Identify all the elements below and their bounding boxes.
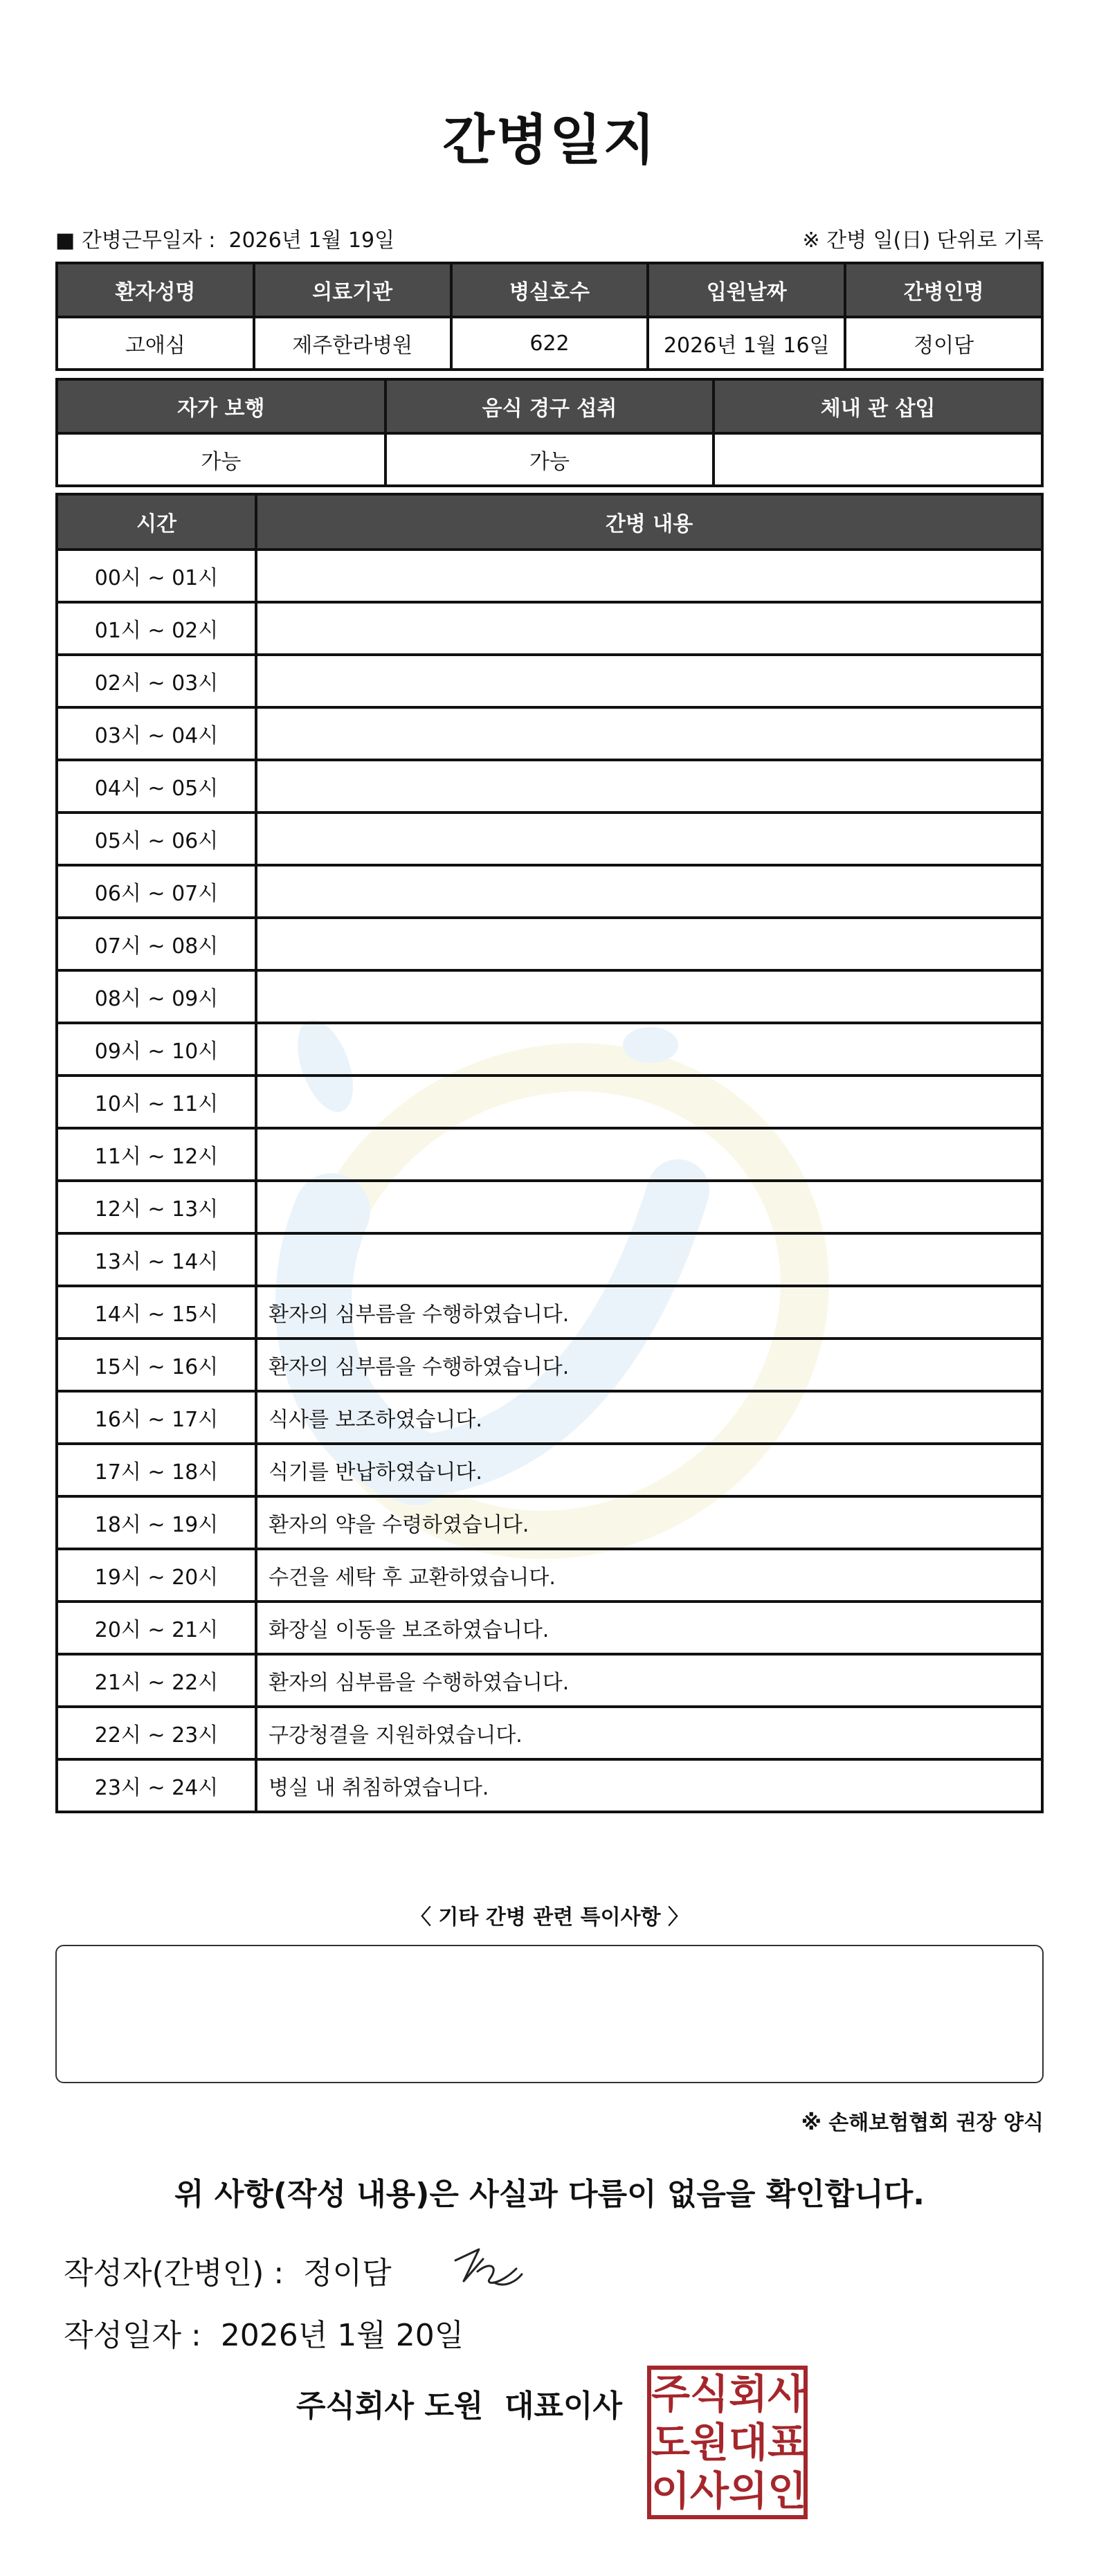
seal-char: 사 <box>768 2370 807 2418</box>
log-content <box>256 602 1042 655</box>
patient-info-table <box>55 262 1044 371</box>
log-content: 환자의 약을 수령하였습니다. <box>256 1496 1042 1549</box>
table-header-row <box>57 379 1042 433</box>
writer-name: 정이담 <box>303 2256 392 2291</box>
tube-status <box>714 433 1042 486</box>
table-row <box>57 1444 1042 1496</box>
log-content: 환자의 심부름을 수행하였습니다. <box>256 1286 1042 1339</box>
table-row <box>57 655 1042 707</box>
seal-char: 식 <box>690 2370 729 2418</box>
table-row <box>57 1233 1042 1286</box>
seal-char: 회 <box>729 2370 768 2418</box>
log-time: 21시 ~ 22시 <box>57 1654 256 1707</box>
log-content <box>256 1181 1042 1233</box>
log-time: 07시 ~ 08시 <box>57 918 256 970</box>
company-seal <box>647 2366 808 2519</box>
admit-date: 2026년 1월 16일 <box>648 317 845 370</box>
notes-box <box>55 1945 1044 2083</box>
log-content <box>256 707 1042 760</box>
log-time: 02시 ~ 03시 <box>57 655 256 707</box>
care-log-table <box>55 493 1044 1813</box>
patient-name: 고애심 <box>57 317 254 370</box>
log-time: 12시 ~ 13시 <box>57 1181 256 1233</box>
table-row <box>57 760 1042 813</box>
table-header-row <box>57 263 1042 317</box>
room-number: 622 <box>451 317 648 370</box>
seal-char: 이 <box>651 2467 691 2514</box>
table-row <box>57 1602 1042 1654</box>
work-date-label: ■ 간병근무일자 : <box>55 228 216 253</box>
seal-char: 원 <box>690 2419 729 2466</box>
table-row <box>57 1076 1042 1128</box>
header-admit-date: 입원날짜 <box>648 263 845 317</box>
log-content <box>256 760 1042 813</box>
header-room: 병실호수 <box>451 263 648 317</box>
log-content: 식사를 보조하였습니다. <box>256 1391 1042 1444</box>
log-time: 08시 ~ 09시 <box>57 970 256 1023</box>
log-time: 22시 ~ 23시 <box>57 1707 256 1759</box>
table-row <box>57 1654 1042 1707</box>
log-content: 화장실 이동을 보조하였습니다. <box>256 1602 1042 1654</box>
log-time: 05시 ~ 06시 <box>57 813 256 865</box>
header-hospital: 의료기관 <box>254 263 451 317</box>
page-title: 간병일지 <box>442 109 657 172</box>
writer-line <box>64 2248 392 2292</box>
form-note: ※ 손해보험협회 권장 양식 <box>801 2111 1044 2135</box>
header-walking: 자가 보행 <box>57 379 385 433</box>
log-time: 20시 ~ 21시 <box>57 1602 256 1654</box>
log-time: 15시 ~ 16시 <box>57 1339 256 1391</box>
log-time: 03시 ~ 04시 <box>57 707 256 760</box>
log-time: 01시 ~ 02시 <box>57 602 256 655</box>
log-time: 04시 ~ 05시 <box>57 760 256 813</box>
log-content <box>256 1076 1042 1128</box>
seal-char: 인 <box>768 2467 807 2514</box>
log-time: 10시 ~ 11시 <box>57 1076 256 1128</box>
log-content: 병실 내 취침하였습니다. <box>256 1759 1042 1812</box>
log-content: 환자의 심부름을 수행하였습니다. <box>256 1339 1042 1391</box>
work-date <box>55 223 394 253</box>
header-oral-intake: 음식 경구 섭취 <box>385 379 714 433</box>
table-row <box>57 1128 1042 1181</box>
company-name: 주식회사 도원 대표이사 <box>296 2388 622 2424</box>
log-time: 14시 ~ 15시 <box>57 1286 256 1339</box>
work-date-value: 2026년 1월 19일 <box>228 228 395 253</box>
log-time: 09시 ~ 10시 <box>57 1023 256 1076</box>
table-row <box>57 1339 1042 1391</box>
oral-intake-status: 가능 <box>385 433 714 486</box>
table-row <box>57 317 1042 370</box>
seal-char: 대 <box>729 2419 768 2466</box>
log-time: 17시 ~ 18시 <box>57 1444 256 1496</box>
log-content: 환자의 심부름을 수행하였습니다. <box>256 1654 1042 1707</box>
table-row <box>57 1759 1042 1812</box>
table-row <box>57 1286 1042 1339</box>
table-row <box>57 918 1042 970</box>
log-time: 19시 ~ 20시 <box>57 1549 256 1602</box>
log-content <box>256 865 1042 918</box>
seal-char: 표 <box>768 2419 807 2466</box>
written-date-value: 2026년 1월 20일 <box>220 2318 464 2353</box>
table-header-row <box>57 494 1042 550</box>
log-content <box>256 1023 1042 1076</box>
header-patient-name: 환자성명 <box>57 263 254 317</box>
log-content <box>256 918 1042 970</box>
notes-title: 〈 기타 간병 관련 특이사항 〉 <box>410 1905 689 1930</box>
seal-char: 주 <box>651 2370 691 2418</box>
table-row <box>57 1391 1042 1444</box>
table-row <box>57 550 1042 602</box>
table-row <box>57 1496 1042 1549</box>
table-row <box>57 602 1042 655</box>
written-date-label: 작성일자 : <box>64 2318 201 2353</box>
header-tube: 체내 관 삽입 <box>714 379 1042 433</box>
log-time: 13시 ~ 14시 <box>57 1233 256 1286</box>
log-content: 식기를 반납하였습니다. <box>256 1444 1042 1496</box>
unit-note: ※ 간병 일(日) 단위로 기록 <box>802 228 1044 253</box>
log-content <box>256 550 1042 602</box>
table-row <box>57 433 1042 486</box>
log-time: 16시 ~ 17시 <box>57 1391 256 1444</box>
written-date <box>64 2310 464 2355</box>
confirmation-statement: 위 사항(작성 내용)은 사실과 다름이 없음을 확인합니다. <box>174 2177 925 2212</box>
seal-char: 의 <box>729 2467 768 2514</box>
header-time: 시간 <box>57 494 256 550</box>
table-row <box>57 1707 1042 1759</box>
seal-char: 도 <box>651 2419 691 2466</box>
log-content <box>256 1233 1042 1286</box>
log-content <box>256 813 1042 865</box>
hospital: 제주한라병원 <box>254 317 451 370</box>
log-time: 11시 ~ 12시 <box>57 1128 256 1181</box>
log-time: 23시 ~ 24시 <box>57 1759 256 1812</box>
log-time: 18시 ~ 19시 <box>57 1496 256 1549</box>
caregiver-name: 정이담 <box>845 317 1042 370</box>
log-content: 구강청결을 지원하였습니다. <box>256 1707 1042 1759</box>
log-time: 00시 ~ 01시 <box>57 550 256 602</box>
table-row <box>57 1549 1042 1602</box>
writer-label: 작성자(간병인) : <box>64 2256 284 2291</box>
table-row <box>57 865 1042 918</box>
table-row <box>57 813 1042 865</box>
table-row <box>57 1023 1042 1076</box>
log-content <box>256 1128 1042 1181</box>
header-caregiver: 간병인명 <box>845 263 1042 317</box>
log-content <box>256 655 1042 707</box>
table-row <box>57 970 1042 1023</box>
seal-char: 사 <box>690 2467 729 2514</box>
header-care-content: 간병 내용 <box>256 494 1042 550</box>
signature <box>450 2240 526 2295</box>
table-row <box>57 1181 1042 1233</box>
log-content: 수건을 세탁 후 교환하였습니다. <box>256 1549 1042 1602</box>
log-content <box>256 970 1042 1023</box>
patient-status-table <box>55 378 1044 487</box>
log-time: 06시 ~ 07시 <box>57 865 256 918</box>
walking-status: 가능 <box>57 433 385 486</box>
table-row <box>57 707 1042 760</box>
